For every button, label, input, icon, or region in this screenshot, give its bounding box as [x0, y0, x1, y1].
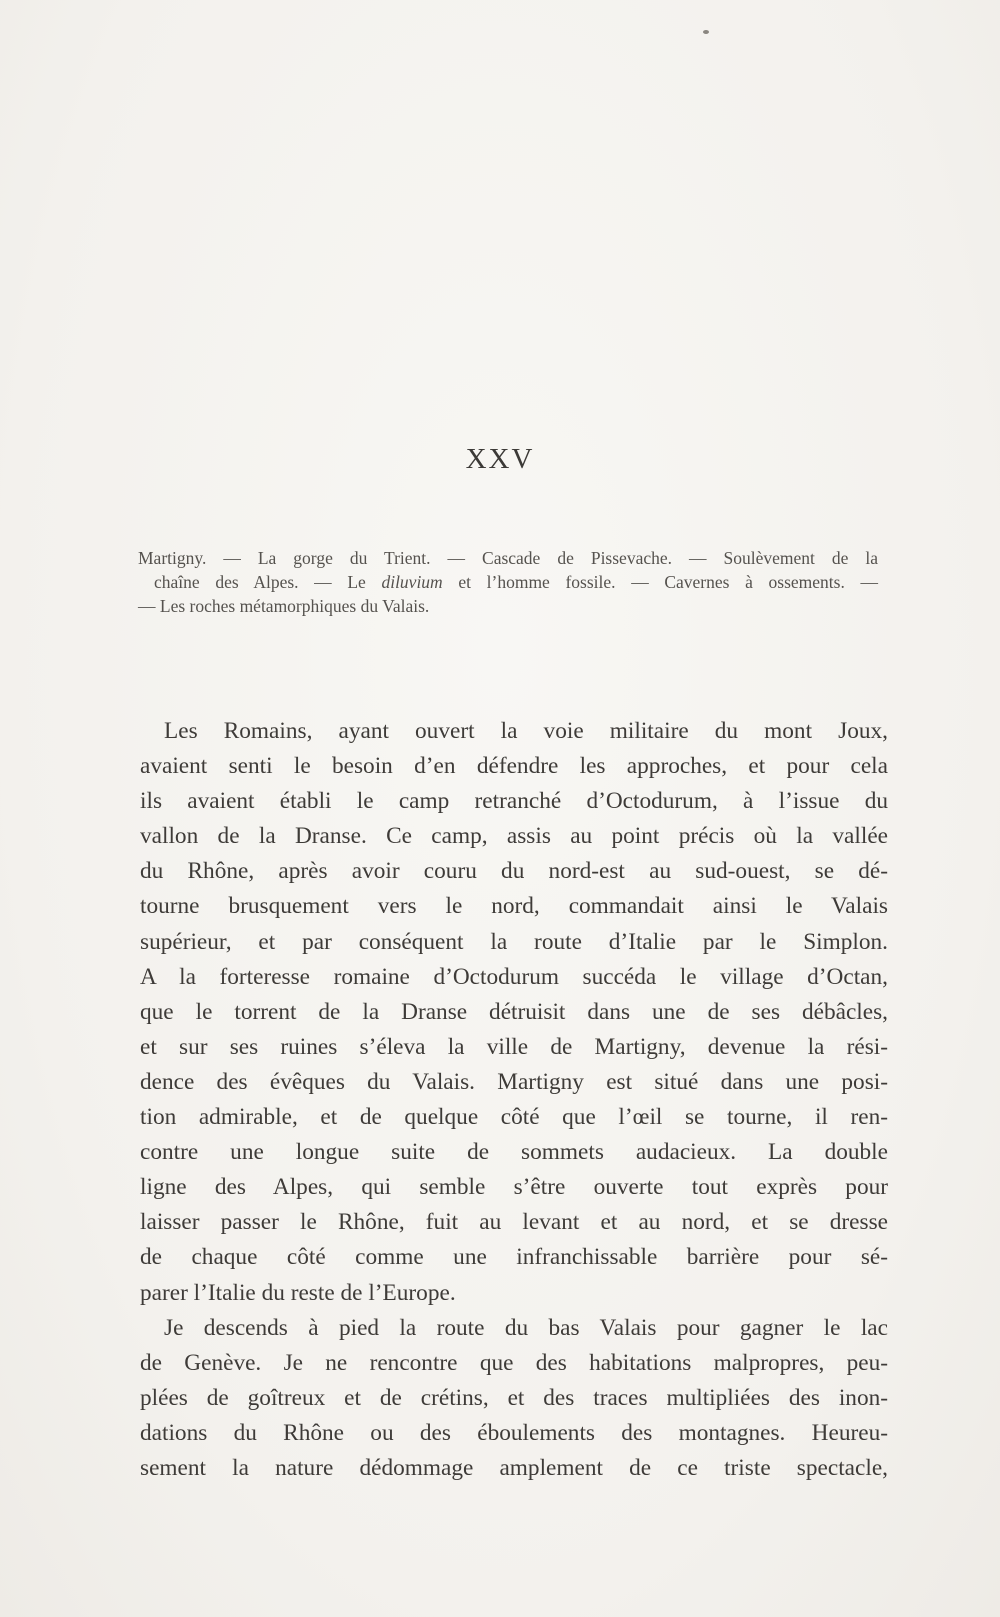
text-line: avaient senti le besoin d’en défendre les approches, et pour cela: [140, 753, 888, 780]
body-text: [140, 714, 888, 1486]
paragraph: [140, 714, 888, 1311]
summary-italic-term: diluvium: [381, 572, 443, 592]
text-line: dations du Rhône ou des éboulements des montagnes. Heureu-: [140, 1419, 888, 1446]
summary-line-3: — Les roches métamorphiques du Valais.: [138, 596, 430, 616]
summary-line-2-end: et l’homme fossile. — Cavernes à ossements. —: [442, 572, 878, 592]
text-line: dence des évêques du Valais. Martigny est situé dans une posi-: [140, 1068, 888, 1095]
text-line: tion admirable, et de quelque côté que l’œil se tourne, il ren-: [140, 1104, 888, 1131]
text-line: supérieur, et par conséquent la route d’Italie par le Simplon.: [140, 928, 888, 955]
summary-line-1: Martigny. — La gorge du Trient. — Cascade de Pissevache. — Soulèvement de la: [138, 548, 878, 568]
text-line: laisser passer le Rhône, fuit au levant et au nord, et se dresse: [140, 1209, 888, 1236]
chapter-number: XXV: [465, 443, 535, 475]
text-line: ligne des Alpes, qui semble s’être ouverte tout exprès pour: [140, 1174, 888, 1201]
chapter-summary: [138, 546, 878, 618]
text-line: ils avaient établi le camp retranché d’Octodurum, à l’issue du: [140, 788, 888, 815]
text-line: plées de goîtreux et de crétins, et des traces multipliées des inon-: [140, 1384, 888, 1411]
text-line: Les Romains, ayant ouvert la voie militaire du mont Joux,: [164, 718, 888, 744]
text-line: sement la nature dédommage amplement de ce triste spectacle,: [140, 1454, 888, 1481]
text-line: Je descends à pied la route du bas Valais pour gagner le lac: [164, 1314, 888, 1341]
text-line: de Genève. Je ne rencontre que des habitations malpropres, peu-: [140, 1349, 888, 1376]
text-line: contre une longue suite de sommets audacieux. La double: [140, 1139, 888, 1166]
text-line: et sur ses ruines s’éleva la ville de Martigny, devenue la rési-: [140, 1033, 888, 1060]
text-line: que le torrent de la Dranse détruisit dans une de ses débâcles,: [140, 998, 888, 1025]
summary-line-2-start: chaîne des Alpes. — Le: [154, 572, 382, 592]
text-line: parer l’Italie du reste de l’Europe.: [140, 1279, 456, 1306]
text-line: du Rhône, après avoir couru du nord-est au sud-ouest, se dé-: [140, 858, 888, 885]
text-line: tourne brusquement vers le nord, commandait ainsi le Valais: [140, 893, 888, 920]
text-line: A la forteresse romaine d’Octodurum succéda le village d’Octan,: [140, 963, 888, 990]
paragraph: [140, 1311, 888, 1486]
text-line: de chaque côté comme une infranchissable barrière pour sé-: [140, 1244, 888, 1271]
ink-speck: [703, 30, 709, 34]
text-line: vallon de la Dranse. Ce camp, assis au point précis où la vallée: [140, 823, 888, 850]
summary-line-2: [138, 570, 878, 594]
